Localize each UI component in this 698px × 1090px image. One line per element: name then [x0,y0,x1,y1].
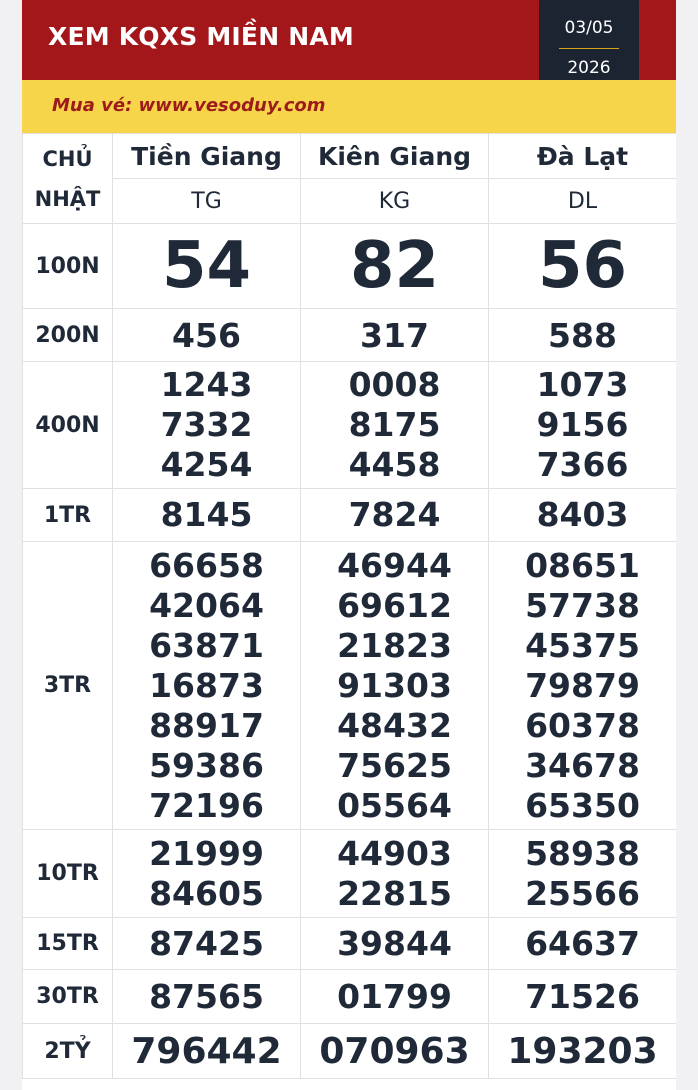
page-title: XEM KQXS MIỀN NAM [48,22,354,51]
prize-number: 59386 [149,745,264,785]
prize-row-200n [23,309,677,362]
prize-numbers-cell [113,918,301,970]
prize-number: 57738 [525,585,640,625]
prize-number: 58938 [525,833,640,873]
prize-number: 91303 [337,665,452,705]
prize-number: 44903 [337,833,452,873]
prize-number: 64637 [525,923,640,963]
prize-numbers-cell [301,830,489,918]
province-code-row [23,179,677,224]
special-prize-number: 193203 [489,1024,677,1079]
prize-number: 4254 [160,445,253,484]
prize-numbers-cell [113,362,301,489]
date-year: 2026 [567,58,611,78]
prize-numbers-cell [301,362,489,489]
prize-number: 79879 [525,665,640,705]
buy-ticket-bar [22,80,676,133]
prize-number: 71526 [525,976,640,1016]
prize-number: 84605 [149,873,264,913]
prize-number: 87425 [149,923,264,963]
buy-ticket-link[interactable]: Mua vé: www.vesoduy.com [52,95,326,116]
prize-number: 01799 [337,976,452,1016]
province-name-da-lat[interactable]: Đà Lạt [489,134,677,179]
prize-row-special [23,1024,677,1079]
prize-row-10tr [23,830,677,918]
prize-number: 22815 [337,873,452,913]
prize-number: 75625 [337,745,452,785]
prize-numbers-cell [489,362,677,489]
prize-number: 1073 [536,365,629,404]
prize-number: 05564 [337,785,452,825]
prize-number: 66658 [149,545,264,585]
prize-numbers-cell [301,918,489,970]
prize-number: 82 [301,224,489,309]
prize-row-30tr [23,970,677,1024]
prize-number: 42064 [149,585,264,625]
prize-number: 0008 [348,365,441,404]
day-label-line2: NHẬT [34,186,101,211]
prize-number: 4458 [348,445,441,484]
prize-number: 65350 [525,785,640,825]
prize-label: 30TR [23,970,113,1024]
province-code-tg: TG [113,179,301,224]
prize-number: 60378 [525,705,640,745]
prize-numbers-cell [113,970,301,1024]
prize-numbers-cell [489,542,677,830]
prize-label: 1TR [23,489,113,542]
prize-number: 69612 [337,585,452,625]
prize-numbers-cell [113,830,301,918]
prize-label: 3TR [23,542,113,830]
prize-number: 588 [489,309,677,362]
prize-number: 54 [113,224,301,309]
prize-number: 56 [489,224,677,309]
prize-number: 21999 [149,833,264,873]
results-table [22,133,676,1079]
prize-number: 16873 [149,665,264,705]
prize-number: 7824 [348,495,441,534]
prize-label: 200N [23,309,113,362]
prize-label: 10TR [23,830,113,918]
prize-number: 88917 [149,705,264,745]
province-name-kien-giang[interactable]: Kiên Giang [301,134,489,179]
prize-number: 72196 [149,785,264,825]
prize-row-400n [23,362,677,489]
prize-number: 7366 [536,445,629,484]
prize-number: 456 [113,309,301,362]
prize-row-1tr [23,489,677,542]
province-code-kg: KG [301,179,489,224]
prize-number: 34678 [525,745,640,785]
prize-label: 2TỶ [23,1024,113,1079]
date-divider [559,48,619,49]
special-prize-number: 070963 [301,1024,489,1079]
prize-number: 1243 [160,365,253,404]
province-name-tien-giang[interactable]: Tiền Giang [113,134,301,179]
province-code-dl: DL [489,179,677,224]
prize-number: 08651 [525,545,640,585]
prize-label: 400N [23,362,113,489]
prize-numbers-cell [489,970,677,1024]
day-of-week-label [23,134,113,224]
prize-number: 9156 [536,405,629,444]
prize-label: 15TR [23,918,113,970]
prize-numbers-cell [113,542,301,830]
prize-number: 45375 [525,625,640,665]
prize-number: 8145 [160,495,253,534]
prize-numbers-cell [301,489,489,542]
prize-numbers-cell [489,918,677,970]
prize-number: 46944 [337,545,452,585]
prize-number: 7332 [160,405,253,444]
prize-number: 25566 [525,873,640,913]
day-label-line1: CHỦ [42,146,93,171]
prize-numbers-cell [113,489,301,542]
province-name-row [23,134,677,179]
prize-numbers-cell [489,489,677,542]
prize-number: 48432 [337,705,452,745]
lottery-result-card [22,0,676,1090]
prize-number: 87565 [149,976,264,1016]
prize-number: 63871 [149,625,264,665]
prize-number: 317 [301,309,489,362]
prize-label: 100N [23,224,113,309]
special-prize-number: 796442 [113,1024,301,1079]
date-day: 03/05 [564,18,614,38]
prize-row-100n [23,224,677,309]
prize-number: 8175 [348,405,441,444]
prize-numbers-cell [301,542,489,830]
prize-row-15tr [23,918,677,970]
prize-row-3tr [23,542,677,830]
prize-numbers-cell [489,830,677,918]
prize-number: 39844 [337,923,452,963]
prize-numbers-cell [301,970,489,1024]
prize-number: 21823 [337,625,452,665]
prize-number: 8403 [536,495,629,534]
